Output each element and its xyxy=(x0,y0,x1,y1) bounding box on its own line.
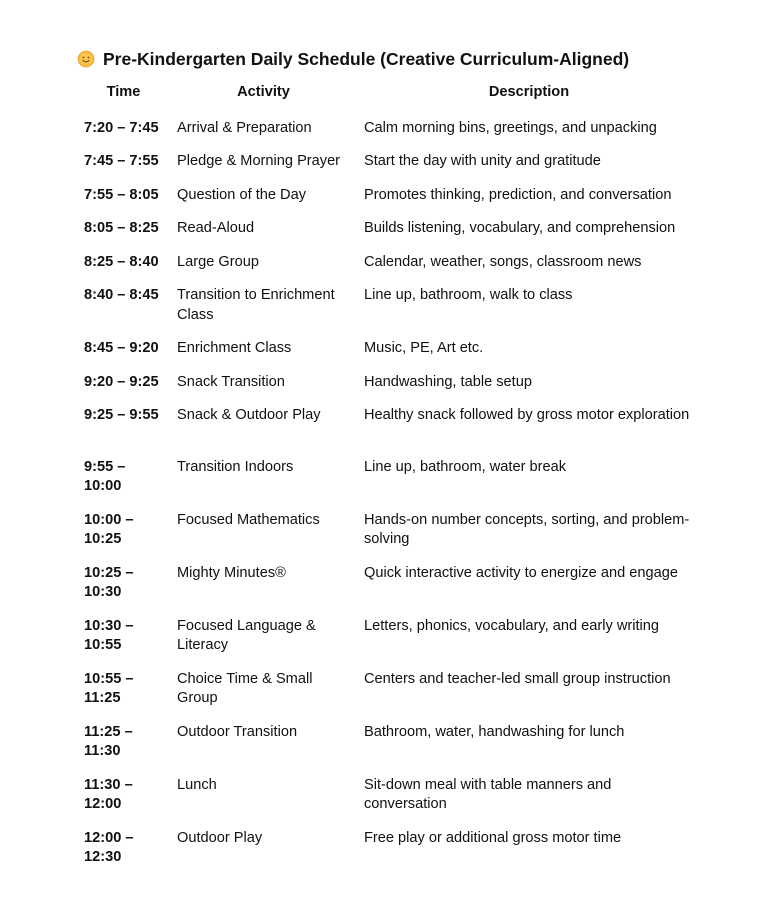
table-row xyxy=(77,366,701,400)
activity-cell: Read-Aloud xyxy=(177,220,255,236)
description-cell: Calendar, weather, songs, classroom news xyxy=(364,253,642,270)
activity-cell: Outdoor Transition xyxy=(177,723,298,740)
time-cell: 8:25 – 8:40 xyxy=(84,253,159,270)
column-header-description: Description xyxy=(488,84,570,100)
table-row xyxy=(77,557,701,610)
time-cell: 7:45 – 7:55 xyxy=(84,153,159,169)
time-cell: 10:30 – 10:55 xyxy=(84,617,134,653)
time-cell: 8:05 – 8:25 xyxy=(84,220,159,236)
time-cell: 12:00 – 12:30 xyxy=(84,829,134,865)
description-cell: Handwashing, table setup xyxy=(364,373,532,390)
description-cell: Music, PE, Art etc. xyxy=(364,340,484,356)
column-header-activity: Activity xyxy=(237,84,290,100)
description-cell: Builds listening, vocabulary, and comprehension xyxy=(364,220,676,236)
description-cell: Quick interactive activity to energize and engage xyxy=(364,564,678,581)
table-row xyxy=(77,279,701,332)
description-cell: Bathroom, water, handwashing for lunch xyxy=(364,723,625,740)
description-cell: Hands-on number concepts, sorting, and problem-solving xyxy=(364,511,690,547)
time-cell: 9:55 – 10:00 xyxy=(84,458,126,494)
activity-cell: Mighty Minutes® xyxy=(177,564,286,581)
table-row xyxy=(77,332,701,366)
time-cell: 7:55 – 8:05 xyxy=(84,186,159,203)
table-row xyxy=(77,716,701,769)
table-row xyxy=(77,769,701,822)
table-row xyxy=(77,822,701,875)
time-cell: 10:25 – 10:30 xyxy=(84,564,134,600)
table-row xyxy=(77,610,701,663)
activity-cell: Snack & Outdoor Play xyxy=(177,407,321,423)
description-cell: Healthy snack followed by gross motor exploration xyxy=(364,407,690,423)
description-cell: Calm morning bins, greetings, and unpacking xyxy=(364,119,657,136)
time-cell: 10:55 – 11:25 xyxy=(84,670,134,706)
description-cell: Line up, bathroom, water break xyxy=(364,458,566,475)
sun-face-icon xyxy=(77,50,95,68)
time-cell: 9:25 – 9:55 xyxy=(84,407,159,423)
activity-cell: Outdoor Play xyxy=(177,829,263,846)
column-header-time: Time xyxy=(106,84,141,100)
activity-cell: Question of the Day xyxy=(177,186,306,203)
table-header-row xyxy=(77,80,701,112)
time-cell: 7:20 – 7:45 xyxy=(84,119,159,136)
activity-cell: Transition Indoors xyxy=(177,458,294,475)
page-title-text: Pre-Kindergarten Daily Schedule (Creative Curriculum-Aligned) xyxy=(103,48,630,69)
time-cell: 11:30 – 12:00 xyxy=(84,776,133,812)
description-cell: Promotes thinking, prediction, and conversation xyxy=(364,186,672,203)
description-cell: Centers and teacher-led small group instruction xyxy=(364,670,671,687)
time-cell: 11:25 – 11:30 xyxy=(84,723,133,759)
table-row xyxy=(77,246,701,280)
activity-cell: Enrichment Class xyxy=(177,340,292,356)
table-row xyxy=(77,399,701,451)
time-cell: 9:20 – 9:25 xyxy=(84,373,159,390)
activity-cell: Large Group xyxy=(177,253,259,270)
activity-cell: Snack Transition xyxy=(177,373,285,390)
activity-cell: Choice Time & Small Group xyxy=(177,670,313,706)
description-cell: Free play or additional gross motor time xyxy=(364,829,622,846)
table-row xyxy=(77,179,701,213)
activity-cell: Pledge & Morning Prayer xyxy=(177,153,341,169)
activity-cell: Lunch xyxy=(177,776,217,793)
activity-cell: Arrival & Preparation xyxy=(177,119,312,136)
description-cell: Start the day with unity and gratitude xyxy=(364,153,601,169)
time-cell: 8:45 – 9:20 xyxy=(84,340,159,356)
table-row xyxy=(77,112,701,146)
activity-cell: Transition to Enrichment Class xyxy=(177,287,335,323)
table-row xyxy=(77,212,701,246)
table-row xyxy=(77,504,701,557)
table-row xyxy=(77,451,701,504)
description-cell: Letters, phonics, vocabulary, and early writing xyxy=(364,617,659,634)
description-cell: Line up, bathroom, walk to class xyxy=(364,287,573,303)
activity-cell: Focused Mathematics xyxy=(177,511,320,528)
table-row xyxy=(77,145,701,179)
schedule-table xyxy=(77,80,701,875)
time-cell: 10:00 – 10:25 xyxy=(84,511,134,547)
description-cell: Sit-down meal with table manners and conversation xyxy=(364,776,612,812)
page-title xyxy=(77,47,629,71)
table-row xyxy=(77,663,701,716)
time-cell: 8:40 – 8:45 xyxy=(84,287,159,303)
activity-cell: Focused Language & Literacy xyxy=(177,617,316,653)
